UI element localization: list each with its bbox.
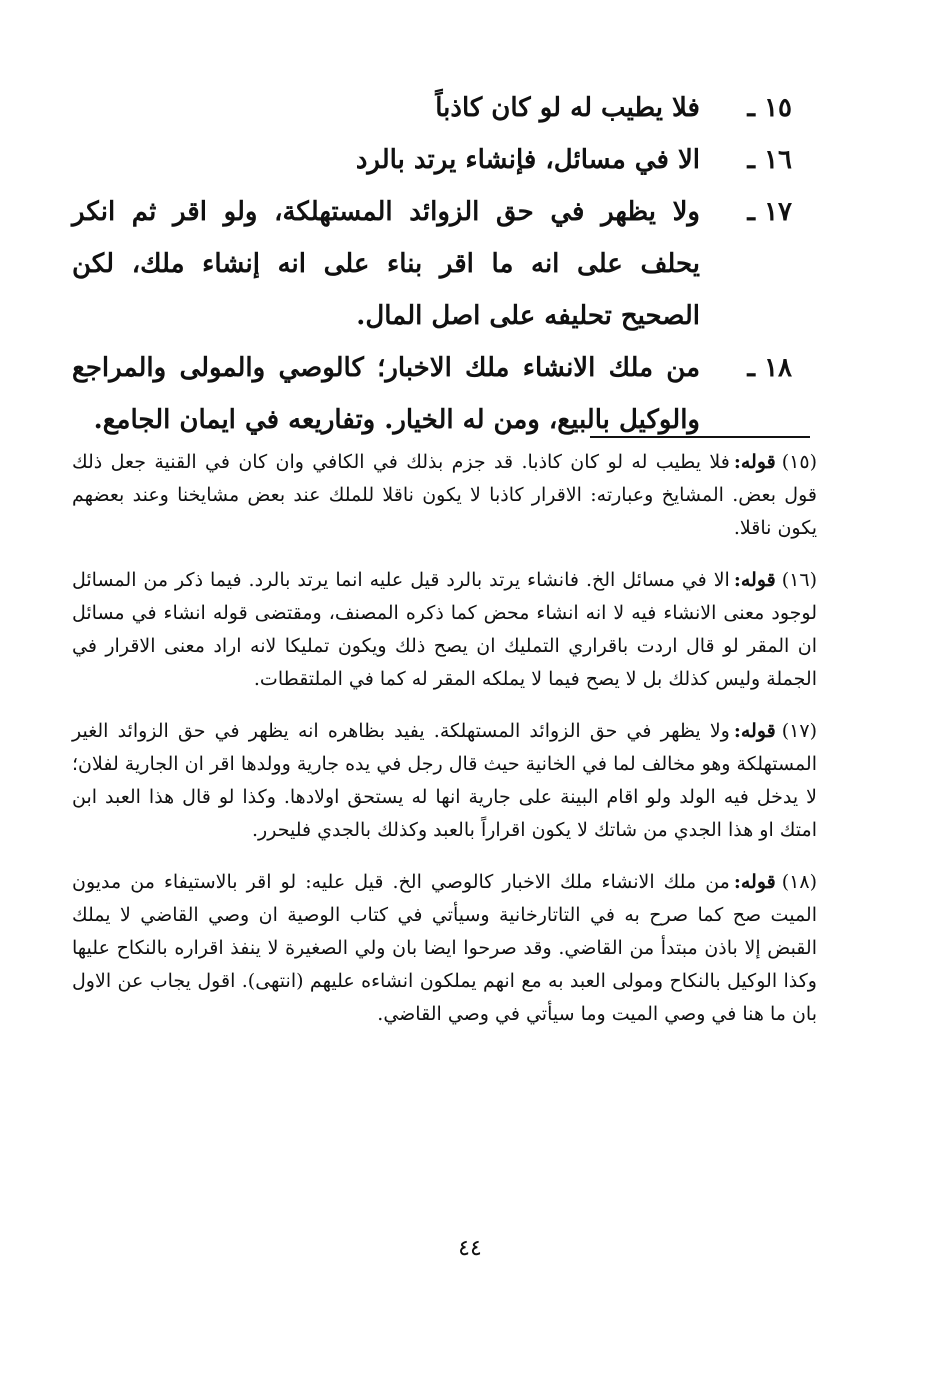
footnote-label: قوله:	[733, 451, 776, 473]
footnote-text: فلا يطيب له لو كان كاذبا. قد جزم بذلك في الكافي وان كان في القنية جعل ذلك قول بعض. المشايخ وعبارته: الاقرار كاذبا لا يكون ناقلا للملك عند بعض مشايخنا وعند بعضهم يكون ناقلا.	[72, 451, 817, 539]
footnote-label: قوله:	[733, 569, 776, 591]
footnote-text: الا في مسائل الخ. فانشاء يرتد بالرد قيل عليه انما يرتد بالرد. فيما ذكر من المسائل لوجود معنى الانشاء فيه لا انه انشاء محض كما ذكره المصنف، ومقتضى قوله انشاء في مسائل ان المقر لو قال اردت باقراري التمليك ان يصح ذلك ويكون تمليكا لانه اراد معنى الاقرار في الجملة وليس كذلك بل لا يصح فيما لا يملكه المقر له كما في الملتقطات.	[72, 569, 817, 690]
main-item-16	[72, 134, 792, 186]
footnote-number: (١٦)	[781, 569, 817, 591]
footnote-label: قوله:	[733, 720, 776, 742]
footnote-label: قوله:	[733, 871, 776, 893]
footnote-number: (١٧)	[781, 720, 817, 742]
main-text	[72, 82, 792, 446]
item-text: من ملك الانشاء ملك الاخبار؛ كالوصي والمولى والمراجع والوكيل بالبيع، ومن له الخيار. وتفاريعه في ايمان الجامع.	[72, 353, 700, 435]
item-text: الا في مسائل، فإنشاء يرتد بالرد	[355, 145, 700, 175]
footnote-divider	[590, 436, 810, 438]
footnote-17	[72, 715, 817, 847]
item-number: ١٥ ـ	[747, 93, 792, 123]
footnote-18	[72, 866, 817, 1031]
footnote-number: (١٨)	[781, 871, 817, 893]
footnotes	[72, 446, 817, 1041]
item-text: ولا يظهر في حق الزوائد المستهلكة، ولو اقر ثم انكر يحلف على انه ما اقر بناء على انه إنشاء ملك، لكن الصحيح تحليفه على اصل المال.	[72, 197, 700, 331]
item-number: ١٦ ـ	[747, 145, 792, 175]
footnote-15	[72, 446, 817, 545]
main-item-15	[72, 82, 792, 134]
item-number: ١٧ ـ	[747, 197, 792, 227]
main-item-18	[72, 342, 792, 446]
footnote-number: (١٥)	[781, 451, 817, 473]
item-number: ١٨ ـ	[747, 353, 792, 383]
footnote-16	[72, 564, 817, 696]
footnote-text: من ملك الانشاء ملك الاخبار كالوصي الخ. قيل عليه: لو اقر بالاستيفاء من مديون الميت صح كما صرح به في التاتارخانية وسيأتي في كتاب الوصية ان وصي القاضي لا يملك القبض إلا باذن مبتدأ من القاضي. وقد صرحوا ايضا بان ولي الصغيرة لا ينفذ اقراره بالنكاح عليها وكذا الوكيل بالنكاح ومولى العبد به مع انهم يملكون انشاءه عليهم (انتهى). اقول يجاب عن الاول بان ما هنا في وصي الميت وما سيأتي في وصي القاضي.	[72, 871, 818, 1025]
footnote-text: ولا يظهر في حق الزوائد المستهلكة. يفيد بظاهره انه يظهر في حق الزوائد الغير المستهلكة وهو مخالف لما في الخانية حيث قال رجل في يده جارية وولدها اقر ان الجارية لفلان؛ لا يدخل فيه الولد ولو اقام البينة على جارية انها له يستحق اولادها. وكذا لو قال هذا العبد ابن امتك او هذا الجدي من شاتك لا يكون اقراراً بالعبد وكذلك بالجدي فليحرر.	[72, 720, 817, 841]
page-number: ٤٤	[458, 1236, 482, 1261]
main-item-17	[72, 186, 792, 342]
item-text: فلا يطيب له لو كان كاذباً	[435, 93, 700, 123]
